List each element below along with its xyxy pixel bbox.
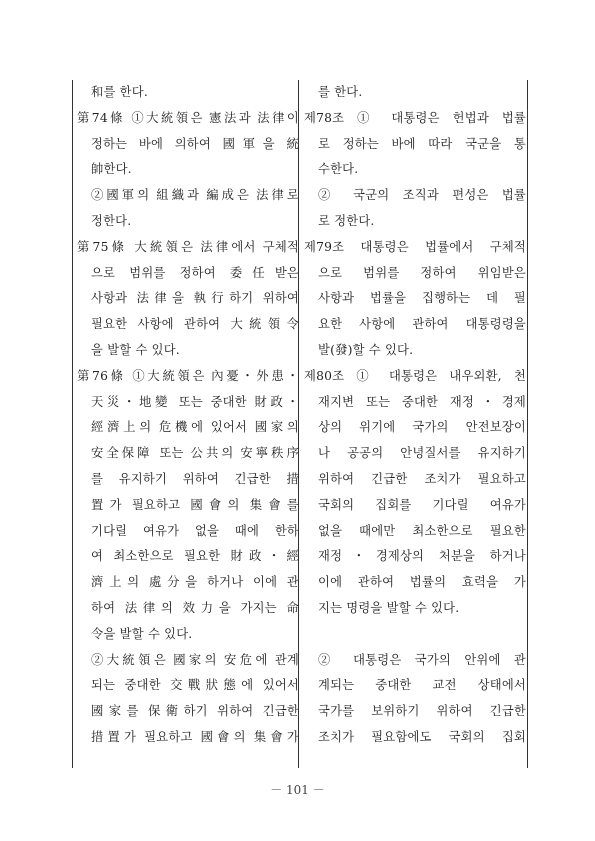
text-line: 요한 사항에 관하여 대통령령을 [318,317,526,332]
text-line: ② 대통령은 국가의 안위에 관 [318,652,526,667]
page-number: － 101 － [270,783,325,797]
text-line: 을 발할 수 있다. [91,342,180,357]
text-line: 국가를 보위하기 위하여 긴급한 [318,704,526,719]
text-line: 로 정하는 바에 따라 국군을 통 [318,136,526,151]
text-line: 위하여 긴급한 조치가 필요하고 [318,471,526,486]
text-line: 재지변 또는 중대한 재정・경제 [318,394,526,409]
text-line: 되는 중대한 交戰狀態에 있어서 [91,678,299,693]
text-line: 措置가 필요하고 國會의 集會가 [91,729,299,744]
text-line: 발(發)할 수 있다. [318,342,414,357]
text-line: 國家를 保衛하기 위하여 긴급한 [91,704,299,719]
text-line: 없을 때에만 최소한으로 필요한 [318,523,526,538]
text-line [304,622,526,648]
text-line: 令을 발할 수 있다. [91,626,193,641]
text-line: 제80조 ① 대통령은 내우외환, 천 [304,368,526,383]
text-line: ②國軍의 組織과 編成은 法律로 [91,188,299,203]
text-line: 조치가 필요함에도 국회의 집회 [318,729,526,744]
text-line: 으로 범위를 정하여 委任받은 [91,265,299,280]
text-line: 기다릴 여유가 없을 때에 한하 [91,523,299,538]
text-line: 국회의 집회를 기다릴 여유가 [318,497,526,512]
text-line: 제79조 대통령은 법률에서 구체적 [304,239,526,254]
text-line: 第74條 ①大統領은 憲法과 法律이 [77,110,299,125]
left-column-old-constitution [77,80,299,751]
text-line: 사항과 法律을 執行하기 위하여 [91,291,299,306]
text-line: 和를 한다. [91,85,148,99]
text-line: 帥한다. [91,162,132,177]
text-line: 상의 위기에 국가의 안전보장이 [318,420,526,435]
text-line: 第75條 大統領은 法律에서 구체적 [77,239,299,254]
text-line: 하여 法律의 效力을 가지는 命 [91,600,299,615]
text-line: 나 공공의 안녕질서를 유지하기 [318,446,526,461]
text-line: 로 정한다. [318,213,375,228]
text-line: 계되는 중대한 교전 상태에서 [318,678,526,693]
text-line: 第76條 ①大統領은 內憂・外患・ [77,368,299,383]
text-line: 이에 관하여 법률의 효력을 가 [318,575,526,590]
text-line: ② 국군의 조직과 편성은 법률 [318,188,526,203]
text-line: 수한다. [318,162,359,177]
left-border [72,80,73,768]
text-line: 정한다. [91,213,132,228]
text-line: 으로 범위를 정하여 위임받은 [318,265,526,280]
text-line: 를 유지하기 위하여 긴급한 措 [91,471,299,486]
text-line: 를 한다. [318,85,363,99]
text-line: ②大統領은 國家의 安危에 관계 [91,652,299,667]
text-line: 지는 명령을 발할 수 있다. [318,600,460,615]
text-line: 濟上의 處分을 하거나 이에 관 [91,575,299,590]
right-column-new-constitution [304,80,526,751]
text-line: 安全保障 또는 公共의 安寧秩序 [91,446,299,461]
text-line: 置가 필요하고 國會의 集會를 [91,497,299,512]
text-line: 정하는 바에 의하여 國軍을 統 [91,136,299,151]
text-line: 필요한 사항에 관하여 大統領令 [91,317,299,332]
text-line: 여 최소한으로 필요한 財政・經 [91,549,299,564]
text-line: 재정・경제상의 처분을 하거나 [318,549,526,564]
right-border [527,80,528,768]
text-line: 사항과 법률을 집행하는 데 필 [318,291,526,306]
text-line: 天災・地變 또는 중대한 財政・ [91,394,299,409]
text-line: 제78조 ① 대통령은 헌법과 법률 [304,110,526,125]
text-line: 經濟上의 危機에 있어서 國家의 [91,420,299,435]
